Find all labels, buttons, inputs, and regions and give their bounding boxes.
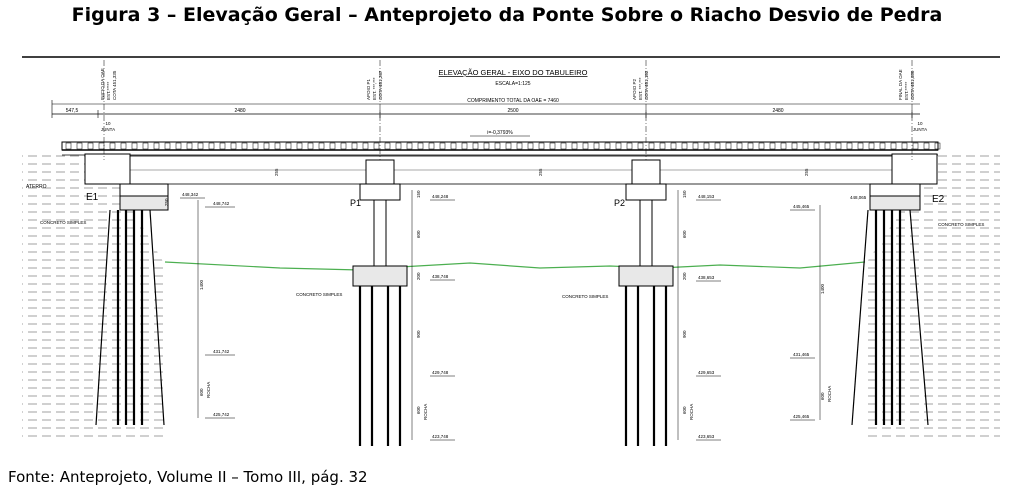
dim-rock-e2: 600 (820, 392, 825, 400)
dim-footing-p1: 200 (416, 272, 421, 280)
joint-gap-left: 10 (105, 121, 111, 126)
elev-p2-tip: 423,653 (698, 434, 715, 439)
elev-e2-top: 445,465 (793, 204, 810, 209)
elevation-leaders (180, 190, 820, 440)
label-e2: E2 (932, 194, 945, 205)
elev-p1-cap: 448,248 (432, 194, 449, 199)
elevations (182, 192, 867, 439)
figure-title: Figura 3 – Elevação Geral – Anteprojeto da Ponte Sobre o Riacho Desvio de Pedra (71, 4, 943, 26)
elev-e1-top: 448,342 (182, 192, 199, 197)
elev-e1-tip: 425,742 (213, 412, 230, 417)
dim-girder-left: 255 (274, 168, 279, 176)
elev-p1-rock: 429,748 (432, 370, 449, 375)
drawing-header: ELEVAÇÃO GERAL - EIXO DO TABULEIRO (438, 68, 588, 77)
elev-p2-rock: 429,653 (698, 370, 715, 375)
elev-p2-cap: 448,153 (698, 194, 715, 199)
elev-e2-a: 448,065 (850, 195, 867, 200)
svg-text:COTA 451,247: COTA 451,247 (378, 70, 383, 100)
pier-p1 (353, 160, 407, 286)
dim-pile-e2: 1400 (820, 283, 825, 294)
rock-p2: ROCHA (689, 403, 694, 420)
rock-e2: ROCHA (827, 385, 832, 402)
elev-e1-rock: 431,742 (213, 349, 230, 354)
rock-e1: ROCHA (206, 381, 211, 398)
dim-left-overhang: 547,5 (65, 108, 79, 114)
slope-label: i=-0,3793% (487, 130, 513, 136)
dim-span2: 2500 (507, 108, 519, 114)
note-concreto-e1: CONCRETO SIMPLES (40, 220, 87, 225)
dim-pier-p1: 600 (416, 230, 421, 238)
deck (62, 142, 940, 184)
svg-text:COTA 451,030: COTA 451,030 (910, 70, 915, 100)
note-concreto-p1: CONCRETO SIMPLES (296, 292, 343, 297)
elev-p1-footing: 438,748 (432, 274, 449, 279)
svg-text:EST.*****: EST.***** (904, 81, 909, 100)
piles (96, 210, 928, 446)
dim-cap-p2: 150 (682, 190, 687, 198)
dim-footing-p2: 200 (682, 272, 687, 280)
svg-text:COTA 451,152: COTA 451,152 (644, 70, 649, 100)
drawing-scale: ESCALA=1:125 (495, 81, 531, 87)
station-p1 (366, 70, 383, 100)
dim-pile-e1: 1400 (199, 279, 204, 290)
dim-girder-right: 255 (804, 168, 809, 176)
label-e1: E1 (86, 192, 99, 203)
total-length: COMPRIMENTO TOTAL DA OAE = 7460 (467, 98, 559, 104)
label-p2: P2 (614, 198, 626, 208)
dim-pile-p2: 900 (682, 330, 687, 338)
svg-text:EST. ***,***: EST. ***,*** (372, 77, 377, 100)
dim-rock-p2: 600 (682, 406, 687, 414)
joint-label-left: JUNTA (100, 127, 116, 132)
pier-p2 (619, 160, 673, 286)
svg-text:INICIO DA OAE: INICIO DA OAE (100, 68, 105, 100)
svg-text:EST.*****: EST.***** (106, 81, 111, 100)
note-concreto-e2: CONCRETO SIMPLES (938, 222, 985, 227)
elev-e1-a: 448,742 (213, 201, 230, 206)
joint-gap-right: 10 (917, 121, 923, 126)
dim-rock-p1: 600 (416, 406, 421, 414)
dim-girder-mid: 255 (538, 168, 543, 176)
dim-pier-p2: 600 (682, 230, 687, 238)
station-p2 (632, 70, 649, 100)
dim-rock-e1: 600 (199, 388, 204, 396)
note-aterro: ATERRO (26, 184, 47, 190)
rock-p1: ROCHA (423, 403, 428, 420)
label-p1: P1 (350, 198, 362, 208)
svg-text:APOIO P1: APOIO P1 (366, 78, 371, 100)
svg-text:FINAL DA OAE: FINAL DA OAE (898, 69, 903, 100)
joint-label-right: JUNTA (912, 127, 928, 132)
svg-text:EST. ***,***: EST. ***,*** (638, 77, 643, 100)
elev-p1-tip: 423,748 (432, 434, 449, 439)
dim-span3: 2480 (772, 108, 784, 114)
station-end (898, 69, 915, 100)
elev-e2-tip: 425,465 (793, 414, 810, 419)
figure-source: Fonte: Anteprojeto, Volume II – Tomo III, pág. 32 (8, 468, 368, 486)
dim-span1: 2480 (234, 108, 246, 114)
dim-cap-p1: 150 (416, 190, 421, 198)
svg-text:COTA 451,335: COTA 451,335 (112, 70, 117, 100)
station-start (100, 68, 117, 100)
dim-pile-p1: 900 (416, 330, 421, 338)
elev-p2-footing: 438,653 (698, 275, 715, 280)
note-concreto-p2: CONCRETO SIMPLES (562, 294, 609, 299)
svg-text:APOIO P2: APOIO P2 (632, 78, 637, 100)
elev-e2-rock: 431,465 (793, 352, 810, 357)
dim-cap-e1: 250 (164, 198, 169, 206)
